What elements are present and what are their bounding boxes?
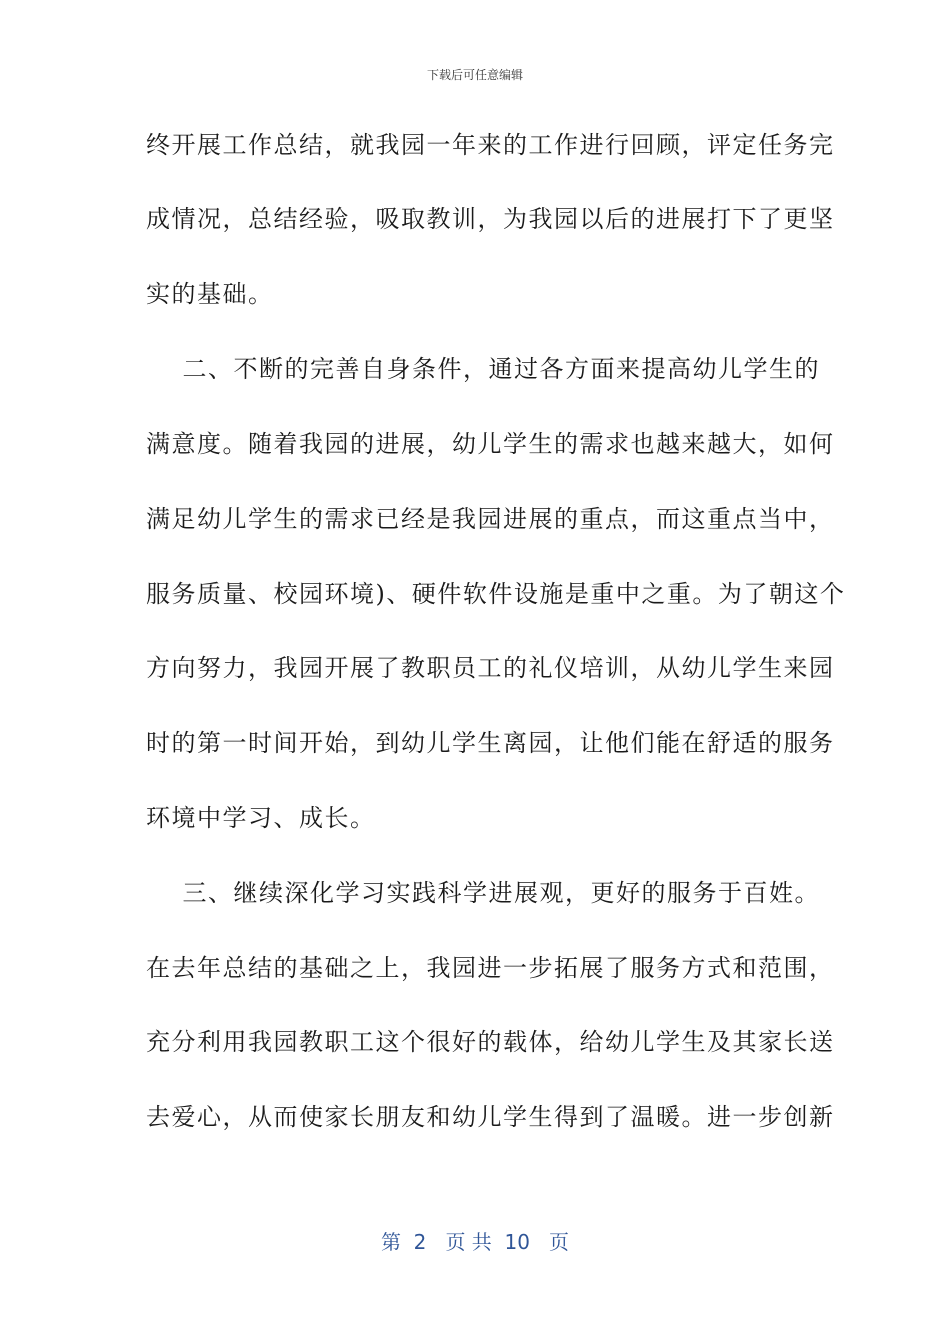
page-header: 下载后可任意编辑 [426, 68, 523, 82]
text-line: 实的基础。 [146, 280, 274, 308]
text-line: 成情况，总结经验，吸取教训，为我园以后的进展打下了更坚 [146, 205, 835, 233]
text-line: 去爱心，从而使家长朋友和幼儿学生得到了温暖。进一步创新 [146, 1103, 835, 1131]
paragraph-heading-2: 二、不断的完善自身条件，通过各方面来提高幼儿学生的 [146, 355, 821, 383]
text-line: 终开展工作总结，就我园一年来的工作进行回顾，评定任务完 [146, 131, 835, 159]
page-number-footer: 第 2 页 共 10 页 [380, 1230, 570, 1254]
text-line: 充分利用我园教职工这个很好的载体，给幼儿学生及其家长送 [146, 1028, 835, 1056]
text-line: 时的第一时间开始，到幼儿学生离园，让他们能在舒适的服务 [146, 729, 835, 757]
text-line: 服务质量、校园环境)、硬件软件设施是重中之重。为了朝这个 [146, 580, 846, 608]
text-line: 满意度。随着我园的进展，幼儿学生的需求也越来越大，如何 [146, 430, 835, 458]
paragraph-heading-3: 三、继续深化学习实践科学进展观，更好的服务于百姓。 [146, 879, 821, 907]
text-line: 环境中学习、成长。 [146, 804, 376, 832]
text-line: 满足幼儿学生的需求已经是我园进展的重点，而这重点当中， [146, 505, 835, 533]
text-line: 在去年总结的基础之上，我园进一步拓展了服务方式和范围， [146, 954, 835, 982]
text-line: 方向努力，我园开展了教职员工的礼仪培训，从幼儿学生来园 [146, 654, 835, 682]
